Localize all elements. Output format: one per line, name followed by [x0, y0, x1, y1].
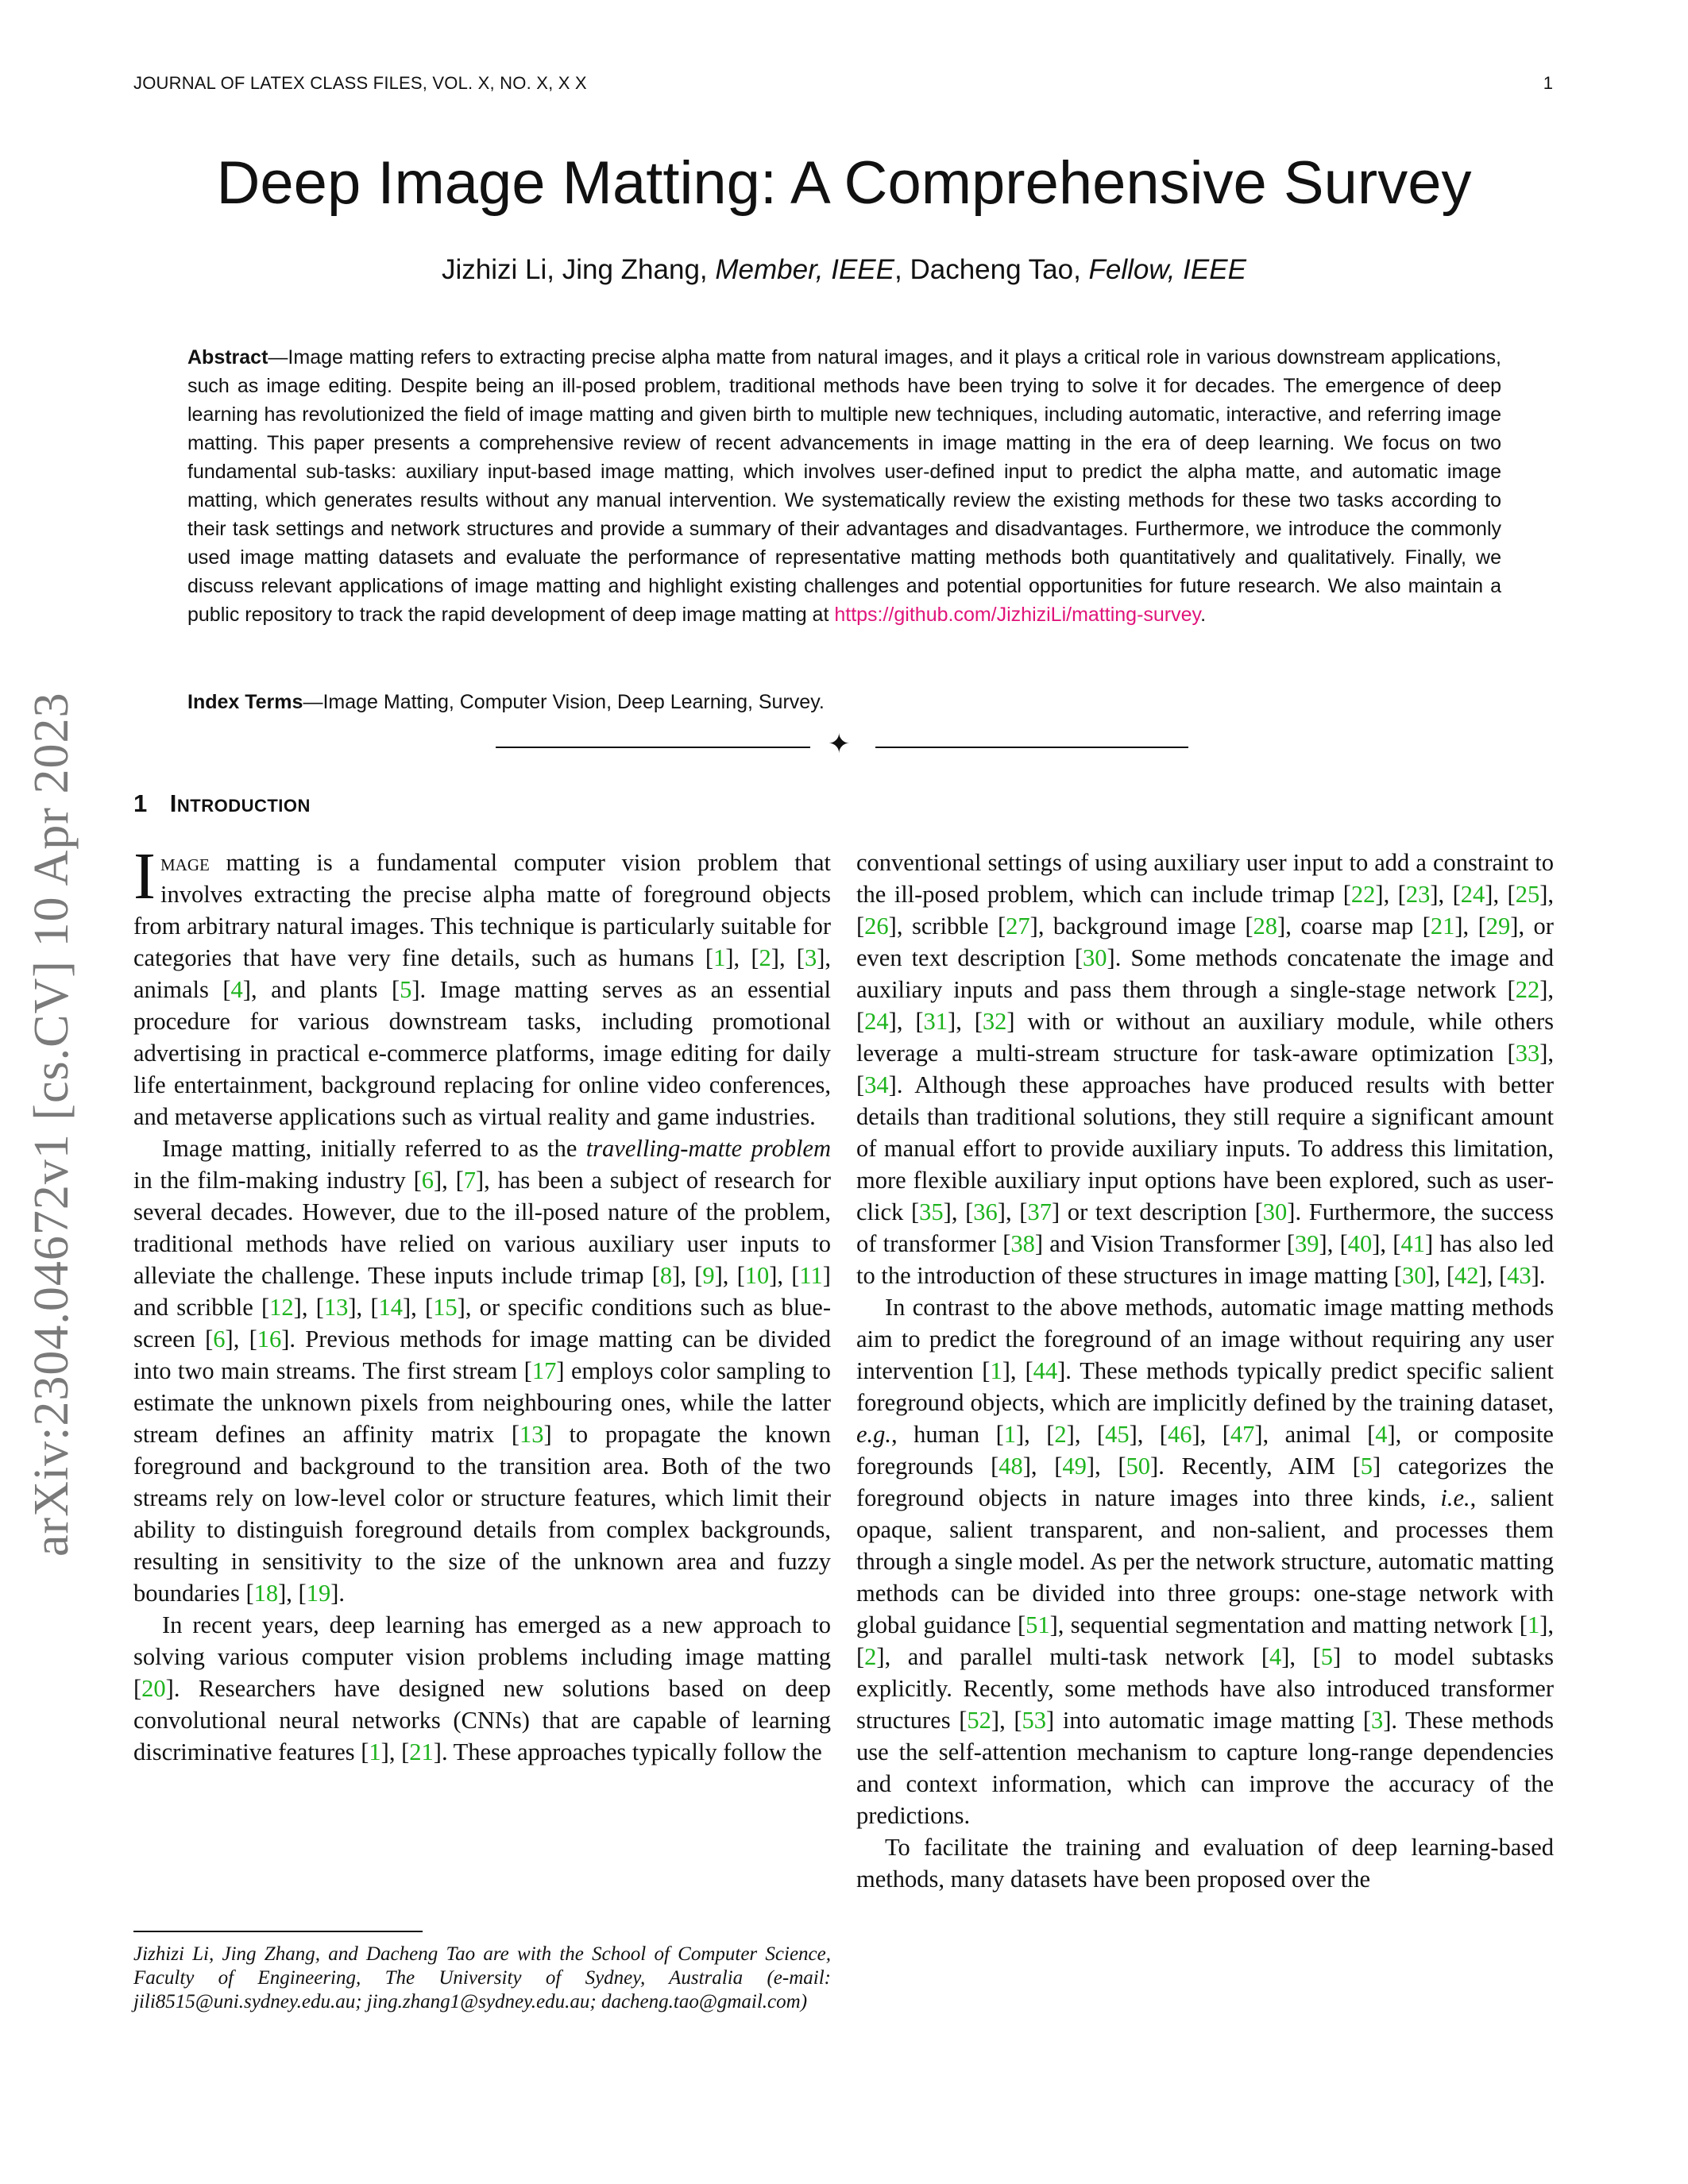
intro-r2-b: , human [1], [2], [45], [46], [47], animal [4], or composite foregrounds [48], [49], [50]. Recently, AIM [5] categorizes the foreground objects in nature images into three kinds, [856, 1421, 1554, 1511]
intro-paragraph-5 [856, 1291, 1554, 1831]
intro-r1-text: conventional settings of using auxiliary user input to add a constraint to the ill-posed problem, which can include trimap [22], [23], [24], [25], [26], scribble [27], background image [28], coarse map [21], [29], or even text description [30]. Some methods concatenate the image and auxiliary inputs and pass them through a single-stage network [22], [24], [31], [32] with or without an auxiliary module, while others leverage a multi-stream structure for task-aware optimization [33], [34]. Although these approaches have produced results with better details than traditional solutions, they still require a significant amount of manual effort to provide auxiliary inputs. To address this limitation, more flexible auxiliary input options have been explored, such as user-click [35], [36], [37] or text description [30]. Furthermore, the success of transformer [38] and Vision Transformer [39], [40], [41] has also led to the introduction of these structures in image matting [30], [42], [43]. [856, 849, 1554, 1289]
section-divider [496, 730, 1188, 759]
citation-link[interactable]: 7 [463, 1167, 476, 1194]
citation-link[interactable]: 20 [141, 1675, 166, 1702]
citation-link[interactable]: 9 [702, 1262, 715, 1289]
citation-link[interactable]: 30 [1401, 1262, 1427, 1289]
author-affiliation-footnote: Jizhizi Li, Jing Zhang, and Dacheng Tao are with the School of Computer Science, Faculty of Engineering, The University of Sydney, Australia (e-mail: jili8515@uni.sydney.edu.au; jing.zhang1@sydney.edu.au; dacheng.tao@gmail.com) [133, 1943, 831, 2012]
citation-link[interactable]: 35 [919, 1198, 944, 1225]
citation-link[interactable]: 13 [520, 1421, 544, 1448]
citation-link[interactable]: 23 [1405, 881, 1431, 908]
citation-link[interactable]: 16 [257, 1325, 282, 1352]
citation-link[interactable]: 3 [804, 944, 817, 971]
section-heading [133, 789, 311, 818]
citation-link[interactable]: 41 [1400, 1230, 1425, 1257]
citation-link[interactable]: 52 [967, 1707, 991, 1734]
citation-link[interactable]: 27 [1006, 913, 1030, 940]
author-role1: Member, IEEE [715, 254, 894, 285]
citation-link[interactable]: 22 [1350, 881, 1376, 908]
citation-link[interactable]: 1 [369, 1738, 381, 1765]
citation-link[interactable]: 6 [213, 1325, 226, 1352]
intro-paragraph-2 [133, 1133, 831, 1609]
index-terms-text: —Image Matting, Computer Vision, Deep Learning, Survey. [303, 691, 825, 713]
citation-link[interactable]: 15 [433, 1294, 458, 1321]
citation-link[interactable]: 50 [1126, 1453, 1151, 1480]
abstract [187, 343, 1501, 629]
right-column [856, 847, 1554, 1895]
page-number: 1 [1543, 73, 1553, 93]
intro-paragraph-4 [856, 847, 1554, 1291]
citation-link[interactable]: 24 [864, 1008, 889, 1035]
intro-p1-text: matting is a fundamental computer vision problem that involves extracting the precise alpha matte of foreground objects from arbitrary natural images. This technique is particularly suitable for categories that have very fine details, such as humans [1], [2], [3], animals [4], and plants [5]. Image matting serves as an essential procedure for various downstream tasks, including promotional advertising in practical e-commerce platforms, image editing for daily life entertainment, background replacing for online video conferences, and metaverse applications such as virtual reality and game industries. [133, 849, 831, 1130]
citation-link[interactable]: 5 [1360, 1453, 1373, 1480]
intro-r2-a: In contrast to the above methods, automatic image matting methods aim to predict the foreground of an image without requiring any user intervention [1], [44]. These methods typically predict specific salient foreground objects, which are implicitly defined by the training dataset, [856, 1294, 1554, 1416]
citation-link[interactable]: 30 [1262, 1198, 1288, 1225]
citation-link[interactable]: 18 [253, 1580, 279, 1607]
citation-link[interactable]: 53 [1022, 1707, 1046, 1734]
intro-paragraph-3 [133, 1609, 831, 1768]
intro-r2-ie: i.e. [1440, 1484, 1470, 1511]
citation-link[interactable]: 5 [1320, 1643, 1333, 1670]
citation-link[interactable]: 28 [1253, 913, 1278, 940]
divider-line-right [875, 747, 1188, 748]
footnote-rule [133, 1931, 423, 1932]
citation-link[interactable]: 2 [759, 944, 771, 971]
citation-link[interactable]: 1 [990, 1357, 1002, 1384]
citation-link[interactable]: 4 [1269, 1643, 1282, 1670]
citation-link[interactable]: 29 [1485, 913, 1511, 940]
citation-link[interactable]: 21 [1430, 913, 1455, 940]
section-title: Introduction [169, 789, 311, 817]
abstract-end: . [1200, 604, 1207, 626]
citation-link[interactable]: 49 [1062, 1453, 1087, 1480]
authors-part2: , Dacheng Tao, [894, 254, 1089, 285]
intro-p2-emphasis: travelling-matte problem [585, 1135, 831, 1162]
intro-r2-eg: e.g. [856, 1421, 892, 1448]
citation-link[interactable]: 1 [1527, 1611, 1540, 1638]
intro-r3-text: To facilitate the training and evaluation of deep learning-based methods, many datasets have been proposed over the [856, 1834, 1554, 1893]
citation-link[interactable]: 21 [409, 1738, 434, 1765]
citation-link[interactable]: 36 [973, 1198, 998, 1225]
citation-link[interactable]: 22 [1515, 976, 1540, 1003]
citation-link[interactable]: 3 [1371, 1707, 1384, 1734]
citation-link[interactable]: 1 [713, 944, 726, 971]
left-column [133, 839, 831, 1768]
intro-r2-c: , salient opaque, salient transparent, and non-salient, and processes them through a single model. As per the network structure, automatic matting methods can be divided into three groups: one-stage network with global guidance [51], sequential segmentation and matting network [1], [2], and parallel multi-task network [4], [5] to model subtasks explicitly. Recently, some methods have also introduced transformer structures [52], [53] into automatic image matting [3]. These methods use the self-attention mechanism to capture long-range dependencies and context information, which can improve the accuracy of the predictions. [856, 1484, 1554, 1829]
citation-link[interactable]: 44 [1033, 1357, 1058, 1384]
index-terms [187, 688, 1501, 716]
intro-paragraph-6 [856, 1831, 1554, 1895]
citation-link[interactable]: 2 [864, 1643, 877, 1670]
citation-link[interactable]: 1 [1003, 1421, 1016, 1448]
citation-link[interactable]: 39 [1295, 1230, 1319, 1257]
paper-title: Deep Image Matting: A Comprehensive Survey [216, 149, 1472, 217]
intro-p3-text: In recent years, deep learning has emerged as a new approach to solving various computer vision problems including image matting [20]. Researchers have designed new solutions based on deep convolutional neural networks (CNNs) that are capable of learning discriminative features [1], [21]. These approaches typically follow the [133, 1611, 831, 1765]
citation-link[interactable]: 5 [400, 976, 412, 1003]
citation-link[interactable]: 47 [1230, 1421, 1255, 1448]
citation-link[interactable]: 17 [531, 1357, 557, 1384]
citation-link[interactable]: 4 [1375, 1421, 1388, 1448]
intro-p2-a: Image matting, initially referred to as the [162, 1135, 586, 1162]
citation-link[interactable]: 12 [269, 1294, 294, 1321]
citation-link[interactable]: 37 [1027, 1198, 1052, 1225]
citation-link[interactable]: 42 [1454, 1262, 1479, 1289]
citation-link[interactable]: 24 [1460, 881, 1485, 908]
citation-link[interactable]: 32 [982, 1008, 1007, 1035]
intro-paragraph-1 [133, 839, 831, 1133]
citation-link[interactable]: 11 [799, 1262, 823, 1289]
citation-link[interactable]: 43 [1507, 1262, 1532, 1289]
citation-link[interactable]: 19 [306, 1580, 331, 1607]
divider-line-left [496, 747, 810, 748]
repository-link[interactable]: https://github.com/JizhiziLi/matting-survey [834, 604, 1201, 626]
citation-link[interactable]: 34 [864, 1071, 889, 1098]
citation-link[interactable]: 33 [1515, 1040, 1540, 1067]
citation-link[interactable]: 8 [659, 1262, 673, 1289]
section-number: 1 [133, 789, 148, 817]
divider-star-icon: ✦ [828, 730, 851, 759]
citation-link[interactable]: 46 [1167, 1421, 1192, 1448]
citation-link[interactable]: 6 [421, 1167, 434, 1194]
dropcap-rest: mage [160, 849, 210, 876]
citation-link[interactable]: 4 [230, 976, 243, 1003]
citation-link[interactable]: 45 [1105, 1421, 1130, 1448]
citation-link[interactable]: 38 [1010, 1230, 1035, 1257]
citation-link[interactable]: 31 [923, 1008, 948, 1035]
citation-link[interactable]: 30 [1083, 944, 1107, 971]
author-role2: Fellow, IEEE [1088, 254, 1246, 285]
citation-link[interactable]: 26 [864, 913, 889, 940]
abstract-label: Abstract [187, 346, 268, 369]
abstract-text: —Image matting refers to extracting precise alpha matte from natural images, and it plays a critical role in various downstream applications, such as image editing. Despite being an ill-posed problem, traditional methods have been trying to solve it for decades. The emergence of deep learning has revolutionized the field of image matting and given birth to multiple new techniques, including automatic, interactive, and referring image matting. This paper presents a comprehensive review of recent advancements in image matting in the era of deep learning. We focus on two fundamental sub-tasks: auxiliary input-based image matting, which involves user-defined input to predict the alpha matte, and automatic image matting, which generates results without any manual intervention. We systematically review the existing methods for these two tasks according to their task settings and network structures and provide a summary of their advantages and disadvantages. Furthermore, we introduce the commonly used image matting datasets and evaluate the performance of representative matting methods both quantitatively and qualitatively. Finally, we discuss relevant applications of image matting and highlight existing challenges and potential opportunities for future research. We also maintain a public repository to track the rapid development of deep image matting at [187, 346, 1501, 626]
author-list [0, 253, 1688, 287]
citation-link[interactable]: 13 [323, 1294, 349, 1321]
dropcap-letter: I [133, 839, 156, 913]
citation-link[interactable]: 48 [999, 1453, 1023, 1480]
citation-link[interactable]: 2 [1054, 1421, 1067, 1448]
intro-p2-b: in the film-making industry [6], [7], has been a subject of research for several decades. However, due to the ill-posed nature of the problem, traditional methods have relied on various auxiliary user inputs to alleviate the challenge. These inputs include trimap [8], [9], [10], [11] and scribble [12], [13], [14], [15], or specific conditions such as blue-screen [6], [16]. Previous methods for image matting can be divided into two main streams. The first stream [17] employs color sampling to estimate the unknown pixels from neighbouring ones, while the latter stream defines an affinity matrix [13] to propagate the known foreground and background to the transition area. Both of the two streams rely on low-level color or structure features, which limit their ability to distinguish foreground details from complex backgrounds, resulting in sensitivity to the size of the unknown area and fuzzy boundaries [18], [19]. [133, 1167, 831, 1607]
citation-link[interactable]: 14 [378, 1294, 403, 1321]
authors-part1: Jizhizi Li, Jing Zhang, [442, 254, 716, 285]
index-terms-label: Index Terms [187, 691, 303, 713]
citation-link[interactable]: 10 [744, 1262, 770, 1289]
arxiv-sidebar-stamp: arXiv:2304.04672v1 [cs.CV] 10 Apr 2023 [25, 692, 79, 1557]
running-head: JOURNAL OF LATEX CLASS FILES, VOL. X, NO. X, X X [133, 73, 587, 93]
citation-link[interactable]: 51 [1026, 1611, 1050, 1638]
citation-link[interactable]: 25 [1515, 881, 1540, 908]
citation-link[interactable]: 40 [1347, 1230, 1373, 1257]
